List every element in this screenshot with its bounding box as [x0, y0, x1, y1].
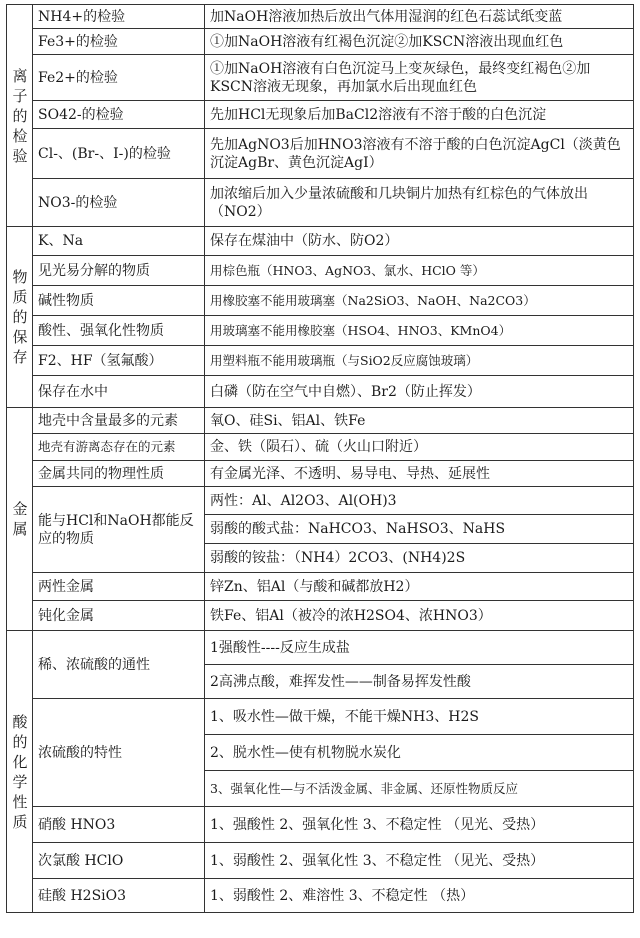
table-row — [7, 699, 634, 735]
row-desc: 加NaOH溶液加热后放出气体用湿润的红色石蕊试纸变蓝 — [205, 5, 634, 29]
table-row — [7, 101, 634, 129]
row-desc: 1、弱酸性 2、强氧化性 3、不稳定性 （见光、受热） — [205, 843, 634, 879]
row-item: NO3-的检验 — [33, 179, 205, 227]
table-row — [7, 5, 634, 29]
row-item: NH4+的检验 — [33, 5, 205, 29]
row-desc: 加浓缩后加入少量浓硫酸和几块铜片加热有红棕色的气体放出（NO2） — [205, 179, 634, 227]
table-row — [7, 408, 634, 434]
table-row — [7, 879, 634, 913]
row-item: 金属共同的物理性质 — [33, 461, 205, 487]
row-desc: 用玻璃塞不能用橡胶塞（HSO4、HNO3、KMnO4） — [205, 316, 634, 346]
row-desc: 保存在煤油中（防水、防O2） — [205, 227, 634, 256]
table-row — [7, 631, 634, 665]
row-desc: 2、脱水性—使有机物脱水炭化 — [205, 735, 634, 771]
table-row — [7, 807, 634, 843]
table-row — [7, 129, 634, 179]
table-row — [7, 29, 634, 55]
table-row — [7, 487, 634, 515]
row-desc: 用塑料瓶不能用玻璃瓶（与SiO2反应腐蚀玻璃） — [205, 346, 634, 376]
row-item: 次氯酸 HClO — [33, 843, 205, 879]
row-desc: ①加NaOH溶液有红褐色沉淀②加KSCN溶液出现血红色 — [205, 29, 634, 55]
row-desc: 1、强酸性 2、强氧化性 3、不稳定性 （见光、受热） — [205, 807, 634, 843]
section-title-storage: 物质的保存 — [7, 227, 33, 408]
table-row — [7, 434, 634, 461]
table-row — [7, 376, 634, 408]
row-desc: 白磷（防在空气中自燃）、Br2（防止挥发） — [205, 376, 634, 408]
row-desc: ①加NaOH溶液有白色沉淀马上变灰绿色，最终变红褐色②加KSCN溶液无现象，再加氯水后出现血红色 — [205, 55, 634, 101]
table-row — [7, 843, 634, 879]
row-desc: 2高沸点酸，难挥发性——制备易挥发性酸 — [205, 665, 634, 699]
row-desc: 3、强氧化性—与不活泼金属、非金属、还原性物质反应 — [205, 771, 634, 807]
row-desc: 锌Zn、铝Al（与酸和碱都放H2） — [205, 573, 634, 601]
row-desc: 1、吸水性—做干燥，不能干燥NH3、H2S — [205, 699, 634, 735]
row-item: 碱性物质 — [33, 286, 205, 316]
row-item: 硅酸 H2SiO3 — [33, 879, 205, 913]
table-row — [7, 55, 634, 101]
table-row — [7, 573, 634, 601]
row-item: K、Na — [33, 227, 205, 256]
table-row — [7, 179, 634, 227]
section-title-ion: 离子的检验 — [7, 5, 33, 227]
section-title-acid: 酸的化学性质 — [7, 631, 33, 913]
row-item: 见光易分解的物质 — [33, 256, 205, 286]
row-item: 稀、浓硫酸的通性 — [33, 631, 205, 699]
row-item: 两性金属 — [33, 573, 205, 601]
row-item: Fe3+的检验 — [33, 29, 205, 55]
row-desc: 1、弱酸性 2、难溶性 3、不稳定性 （热） — [205, 879, 634, 913]
row-item: 硝酸 HNO3 — [33, 807, 205, 843]
row-desc: 铁Fe、铝Al（被冷的浓H2SO4、浓HNO3） — [205, 601, 634, 631]
row-desc: 两性：Al、Al2O3、Al(OH)3 — [205, 487, 634, 515]
row-desc: 先加AgNO3后加HNO3溶液有不溶于酸的白色沉淀AgCl（淡黄色沉淀AgBr、黄色沉淀AgI） — [205, 129, 634, 179]
row-item: Fe2+的检验 — [33, 55, 205, 101]
row-desc: 弱酸的酸式盐：NaHCO3、NaHSO3、NaHS — [205, 515, 634, 544]
row-item: SO42-的检验 — [33, 101, 205, 129]
row-item: 能与HCl和NaOH都能反应的物质 — [33, 487, 205, 573]
row-desc: 用橡胶塞不能用玻璃塞（Na2SiO3、NaOH、Na2CO3） — [205, 286, 634, 316]
row-desc: 先加HCl无现象后加BaCl2溶液有不溶于酸的白色沉淀 — [205, 101, 634, 129]
row-item: 地壳有游离态存在的元素 — [33, 434, 205, 461]
table-row — [7, 461, 634, 487]
row-item: 钝化金属 — [33, 601, 205, 631]
table-row — [7, 346, 634, 376]
table-row — [7, 256, 634, 286]
table-row — [7, 227, 634, 256]
row-desc: 弱酸的铵盐：（NH4）2CO3、(NH4)2S — [205, 544, 634, 573]
table-row — [7, 601, 634, 631]
row-item: Cl-、(Br-、I-)的检验 — [33, 129, 205, 179]
row-item: 地壳中含量最多的元素 — [33, 408, 205, 434]
row-desc: 用棕色瓶（HNO3、AgNO3、氯水、HClO 等） — [205, 256, 634, 286]
row-desc: 有金属光泽、不透明、易导电、导热、延展性 — [205, 461, 634, 487]
row-desc: 氧O、硅Si、铝Al、铁Fe — [205, 408, 634, 434]
row-item: 浓硫酸的特性 — [33, 699, 205, 807]
row-item: 酸性、强氧化性物质 — [33, 316, 205, 346]
row-item: 保存在水中 — [33, 376, 205, 408]
table-row — [7, 316, 634, 346]
section-title-metal: 金属 — [7, 408, 33, 631]
row-desc: 1强酸性----反应生成盐 — [205, 631, 634, 665]
row-item: F2、HF（氢氟酸） — [33, 346, 205, 376]
row-desc: 金、铁（陨石）、硫（火山口附近） — [205, 434, 634, 461]
summary-table — [6, 4, 634, 913]
table-row — [7, 286, 634, 316]
